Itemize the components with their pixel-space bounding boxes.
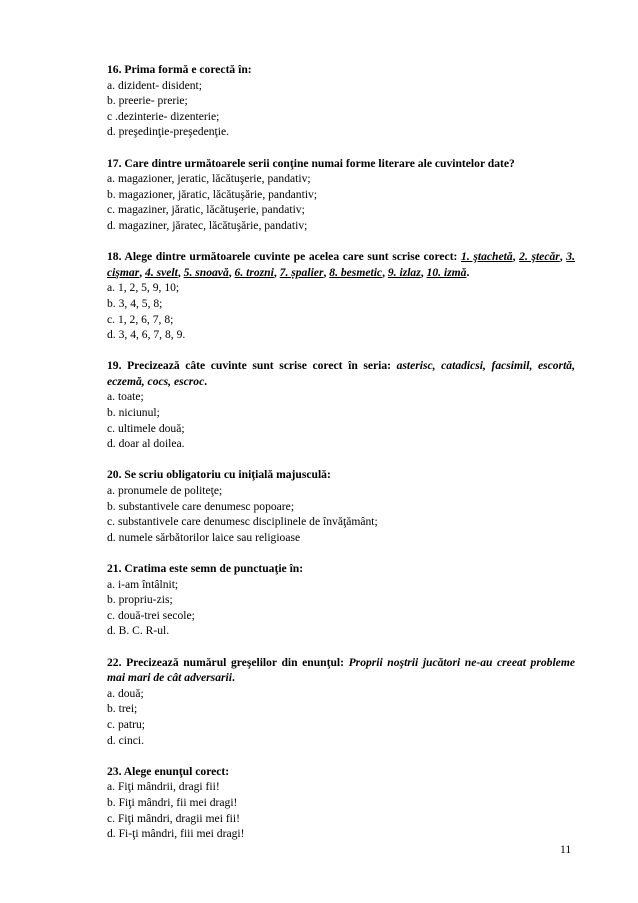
word-3: 3. cişmar (107, 250, 575, 279)
option-d: d. preşedinţie-preşedenţie. (107, 125, 230, 139)
option-b: b. magazioner, jăratic, lăcătuşărie, pandantiv; (107, 187, 318, 201)
question-title (107, 655, 575, 686)
option-c: c. ultimele două; (107, 421, 185, 435)
option-c: c. două-trei secole; (107, 608, 195, 622)
word-7: 7. ṣpalier (279, 265, 324, 279)
page-number: 11 (560, 843, 572, 856)
option-a: a. două; (107, 686, 144, 700)
question-19 (107, 358, 575, 452)
option-b: b. preerie- prerie; (107, 94, 188, 108)
question-title-italic: asterisc, catadicsi, facsimil, escortă, eczemă, cocs, escroc (107, 359, 575, 388)
option-a: a. Fiţi mândrii, dragi fii! (107, 780, 220, 794)
question-20 (107, 467, 575, 545)
question-title: 18. Alege dintre următoarele cuvinte pe acelea care sunt scrise corect: 1. ştachetă, 2. ştecăr, 3. cişmar, 4. svelt, 5. snoavă, 6. trozni, 7. ṣpalier, 8. besmetic, 9. izlaz, 10. izmă. (107, 250, 575, 279)
option-c: c. magaziner, jăratic, lăcătuşerie, pandativ; (107, 203, 305, 217)
question-title-prefix: 18. Alege dintre următoarele cuvinte pe acelea care sunt scrise corect: (107, 250, 462, 264)
word-10: 10. izmă (426, 265, 467, 279)
question-23 (107, 764, 575, 842)
question-title: 20. Se scriu obligatoriu cu iniţială majusculă: (107, 468, 331, 482)
question-title (107, 358, 575, 389)
word-2: 2. ştecăr (519, 250, 560, 264)
question-title: 21. Cratima este semn de punctuaţie în: (107, 562, 304, 575)
option-d: d. Fi-ţi mândri, fiii mei dragi! (107, 827, 245, 841)
word-4: 4. svelt (145, 265, 178, 279)
word-9: 9. izlaz (387, 265, 421, 279)
document-page (107, 62, 575, 857)
option-c: c. Fiţi mândri, dragii mei fii! (107, 811, 240, 825)
word-1: 1. ştachetă (461, 250, 513, 264)
word-5: 5. snoavă (183, 265, 229, 279)
option-c: c .dezinterie- dizenterie; (107, 109, 220, 123)
question-17 (107, 156, 575, 234)
option-d: d. 3, 4, 6, 7, 8, 9. (107, 328, 186, 342)
option-a: a. dizident- disident; (107, 78, 202, 92)
option-b: b. niciunul; (107, 406, 160, 420)
question-title-prefix: 19. Precizează câte cuvinte sunt scrise corect în seria: (107, 359, 397, 373)
option-c: c. substantivele care denumesc disciplinele de învăţământ; (107, 515, 378, 529)
question-title-suffix: . (231, 671, 235, 685)
option-a: a. pronumele de politeţe; (107, 484, 223, 498)
option-a: a. magazioner, jeratic, lăcătuşerie, pandativ; (107, 172, 311, 186)
question-16 (107, 62, 575, 140)
option-d: d. numele sărbătorilor laice sau religioase (107, 530, 301, 544)
question-title: 17. Care dintre următoarele serii conţine numai forme literare ale cuvintelor date? (107, 156, 515, 170)
option-a: a. toate; (107, 390, 144, 404)
question-title: 23. Alege enunţul corect: (107, 764, 230, 778)
question-title-italic: Proprii noştrii jucători ne-au creeat probleme mai mari de cât adversarii (107, 655, 575, 685)
option-d: d. B. C. R-ul. (107, 624, 170, 638)
option-b: b. propriu-zis; (107, 593, 173, 607)
option-d: d. cinci. (107, 733, 145, 747)
question-18 (107, 249, 575, 343)
option-d: d. magaziner, jăratec, lăcătuşărie, pandativ; (107, 218, 308, 232)
question-22 (107, 655, 575, 749)
option-d: d. doar al doilea. (107, 437, 185, 451)
option-b: b. 3, 4, 5, 8; (107, 296, 163, 310)
word-6: 6. trozni (234, 265, 274, 279)
option-c: c. 1, 2, 6, 7, 8; (107, 312, 174, 326)
option-a: a. i-am întâlnit; (107, 577, 179, 591)
option-c: c. patru; (107, 717, 145, 731)
option-b: b. substantivele care denumesc popoare; (107, 499, 295, 513)
question-title-prefix: 22. Precizează numărul greşelilor din enunţul: (107, 655, 349, 669)
word-8: 8. besmetic (329, 265, 383, 279)
question-21 (107, 561, 575, 639)
option-a: a. 1, 2, 5, 9, 10; (107, 281, 180, 295)
question-title: 16. Prima formă e corectă în: (107, 63, 252, 76)
question-title-suffix: . (204, 374, 208, 388)
option-b: b. Fiţi mândri, fii mei dragi! (107, 795, 238, 809)
option-b: b. trei; (107, 702, 138, 716)
